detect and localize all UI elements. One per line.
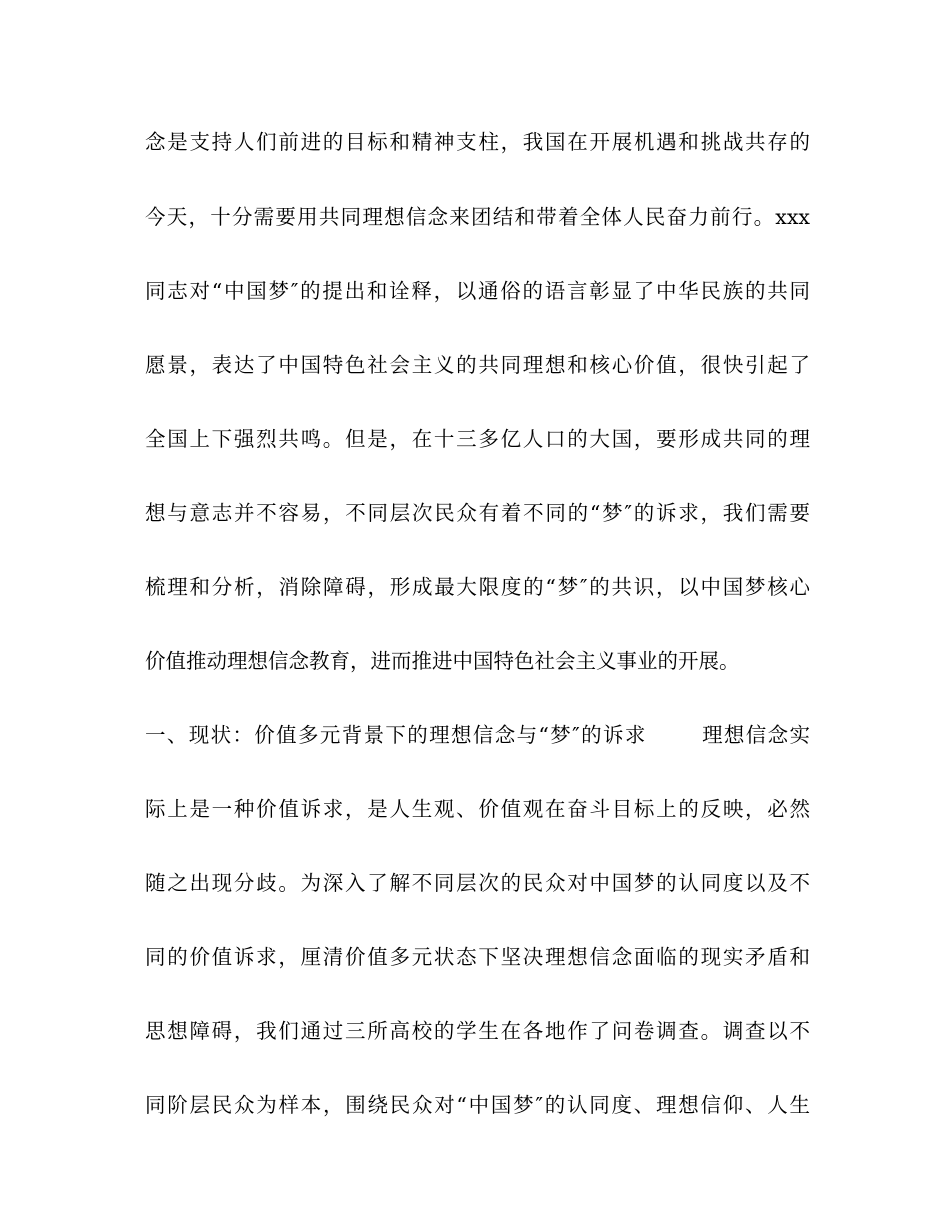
section-heading-line (145, 720, 810, 750)
body-text-line-10: 际上是一种价值诉求，是人生观、价值观在奋斗目标上的反映，必然 (145, 797, 810, 821)
body-text-line-7: 梳理和分析，消除障碍，形成最大限度的“梦″的共识，以中国梦核心 (145, 575, 810, 599)
body-text-line-4: 愿景，表达了中国特色社会主义的共同理想和核心价值，很快引起了 (145, 353, 810, 377)
section-heading: 一、现状：价值多元背景下的理想信念与“梦″的诉求 (145, 723, 647, 747)
body-text-line-11: 随之出现分歧。为深入了解不同层次的民众对中国梦的认同度以及不 (145, 871, 810, 895)
body-text-line-5: 全国上下强烈共鸣。但是，在十三多亿人口的大国，要形成共同的理 (145, 427, 810, 451)
body-text-line-3: 同志对“中国梦″的提出和诠释，以通俗的语言彰显了中华民族的共同 (145, 279, 810, 303)
section-continuation: 理想信念实 (700, 723, 811, 747)
body-text-line-8: 价值推动理想信念教育，进而推进中国特色社会主义事业的开展。 (145, 649, 740, 673)
body-text-line-2: 今天，十分需要用共同理想信念来团结和带着全体人民奋力前行。xxx (145, 205, 810, 229)
body-text-line-12: 同的价值诉求，厘清价值多元状态下坚决理想信念面临的现实矛盾和 (145, 945, 810, 969)
body-text-line-13: 思想障碍，我们通过三所高校的学生在各地作了问卷调查。调查以不 (145, 1019, 810, 1043)
body-text-line-14: 同阶层民众为样本，围绕民众对“中国梦″的认同度、理想信仰、人生 (145, 1093, 810, 1117)
body-text-line-1: 念是支持人们前进的目标和精神支柱，我国在开展机遇和挑战共存的 (145, 130, 810, 154)
body-text-line-6: 想与意志并不容易，不同层次民众有着不同的“梦″的诉求，我们需要 (145, 501, 810, 525)
